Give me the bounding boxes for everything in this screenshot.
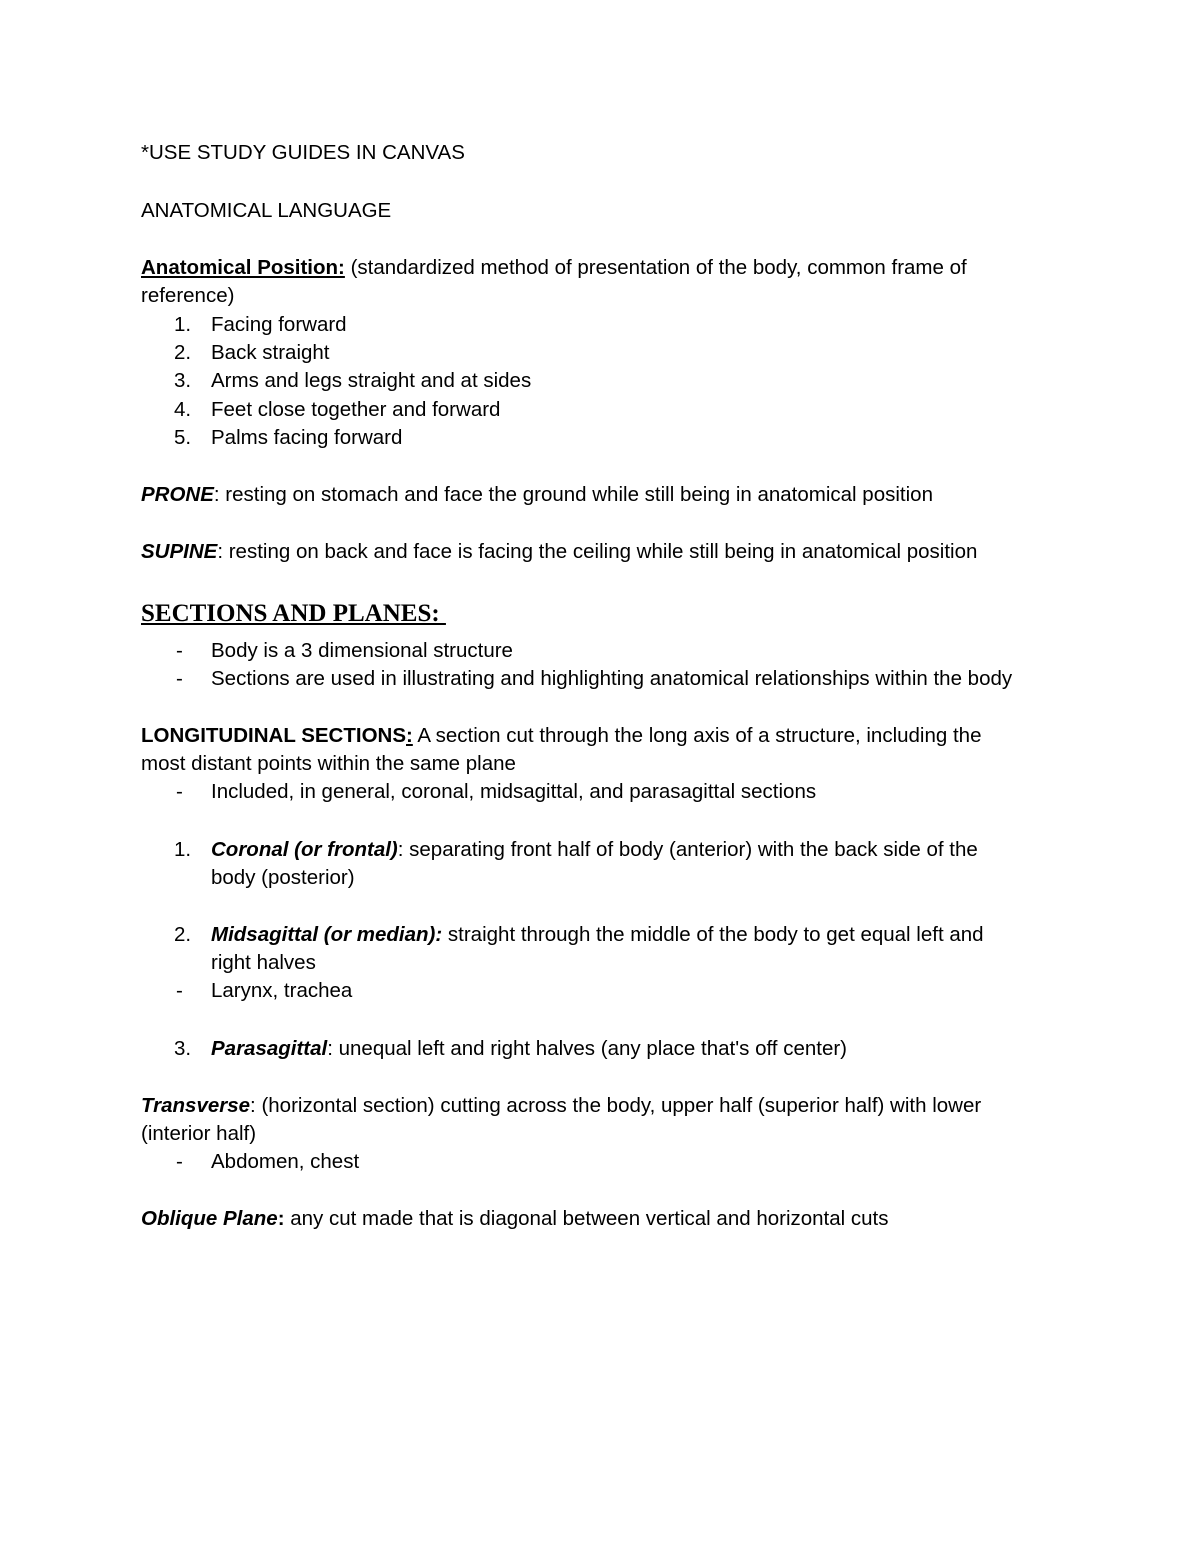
bullet-dash: -	[176, 639, 183, 662]
list-item: Back straight	[211, 341, 330, 364]
section-title: ANATOMICAL LANGUAGE	[141, 199, 392, 222]
list-item-number: 3.	[174, 1037, 192, 1060]
list-item-number: 1.	[174, 838, 192, 861]
anatomical-position-term: Anatomical Position:	[141, 256, 345, 279]
bullet-item: Abdomen, chest	[211, 1150, 360, 1173]
list-item-number: 2.	[174, 923, 192, 946]
prone-text: : resting on stomach and face the ground while still being in anatomical position	[213, 483, 933, 506]
transverse-term: Transverse	[141, 1094, 251, 1117]
parasagittal-text: : unequal left and right halves (any place that's off center)	[327, 1037, 848, 1060]
oblique-colon: :	[277, 1207, 285, 1230]
oblique-term: Oblique Plane	[141, 1207, 278, 1230]
oblique-definition	[141, 1205, 889, 1233]
supine-text: : resting on back and face is facing the ceiling while still being in anatomical position	[217, 540, 978, 563]
bullet-item: Included, in general, coronal, midsagittal, and parasagittal sections	[211, 780, 817, 803]
parasagittal-definition	[211, 1035, 847, 1063]
bullet-dash: -	[176, 1150, 183, 1173]
anatomical-position-def-line1: (standardized method of presentation of the body, common frame of	[344, 256, 967, 279]
midsagittal-def-line1: straight through the middle of the body to get equal left and	[442, 923, 984, 946]
longitudinal-def-line2: most distant points within the same plane	[141, 752, 516, 775]
bullet-dash: -	[176, 667, 183, 690]
list-item-number: 2.	[174, 341, 192, 364]
transverse-definition	[141, 1092, 981, 1120]
supine-definition	[141, 538, 977, 566]
coronal-term: Coronal (or frontal)	[211, 838, 398, 861]
bullet-item: Sections are used in illustrating and highlighting anatomical relationships within the body	[211, 667, 1013, 690]
list-item: Palms facing forward	[211, 426, 403, 449]
longitudinal-definition	[141, 722, 981, 750]
coronal-def-line2: body (posterior)	[211, 866, 355, 889]
sections-heading: SECTIONS AND PLANES:	[141, 600, 446, 627]
longitudinal-colon: :	[406, 724, 413, 747]
bullet-dash: -	[176, 979, 183, 1002]
list-item: Feet close together and forward	[211, 398, 501, 421]
parasagittal-term: Parasagittal	[211, 1037, 328, 1060]
bullet-item: Larynx, trachea	[211, 979, 353, 1002]
list-item-number: 4.	[174, 398, 192, 421]
prone-definition	[141, 481, 933, 509]
transverse-def-line1: : (horizontal section) cutting across the body, upper half (superior half) with lower	[250, 1094, 982, 1117]
bullet-dash: -	[176, 780, 183, 803]
list-item-number: 5.	[174, 426, 192, 449]
coronal-def-line1: : separating front half of body (anterior) with the back side of the	[397, 838, 978, 861]
coronal-definition	[211, 836, 978, 864]
transverse-def-line2: (interior half)	[141, 1122, 257, 1145]
list-item: Arms and legs straight and at sides	[211, 369, 532, 392]
anatomical-position-definition	[141, 254, 967, 282]
supine-term: SUPINE	[141, 540, 218, 563]
header-note: *USE STUDY GUIDES IN CANVAS	[141, 141, 465, 164]
bullet-item: Body is a 3 dimensional structure	[211, 639, 513, 662]
list-item-number: 3.	[174, 369, 192, 392]
anatomical-position-def-line2: reference)	[141, 284, 235, 307]
midsagittal-term: Midsagittal (or median):	[211, 923, 443, 946]
midsagittal-definition	[211, 921, 984, 949]
longitudinal-term: LONGITUDINAL SECTIONS	[141, 724, 406, 747]
prone-term: PRONE	[141, 483, 214, 506]
oblique-text: any cut made that is diagonal between vertical and horizontal cuts	[284, 1207, 889, 1230]
midsagittal-def-line2: right halves	[211, 951, 316, 974]
longitudinal-def-line1: A section cut through the long axis of a structure, including the	[412, 724, 982, 747]
list-item-number: 1.	[174, 313, 192, 336]
list-item: Facing forward	[211, 313, 347, 336]
